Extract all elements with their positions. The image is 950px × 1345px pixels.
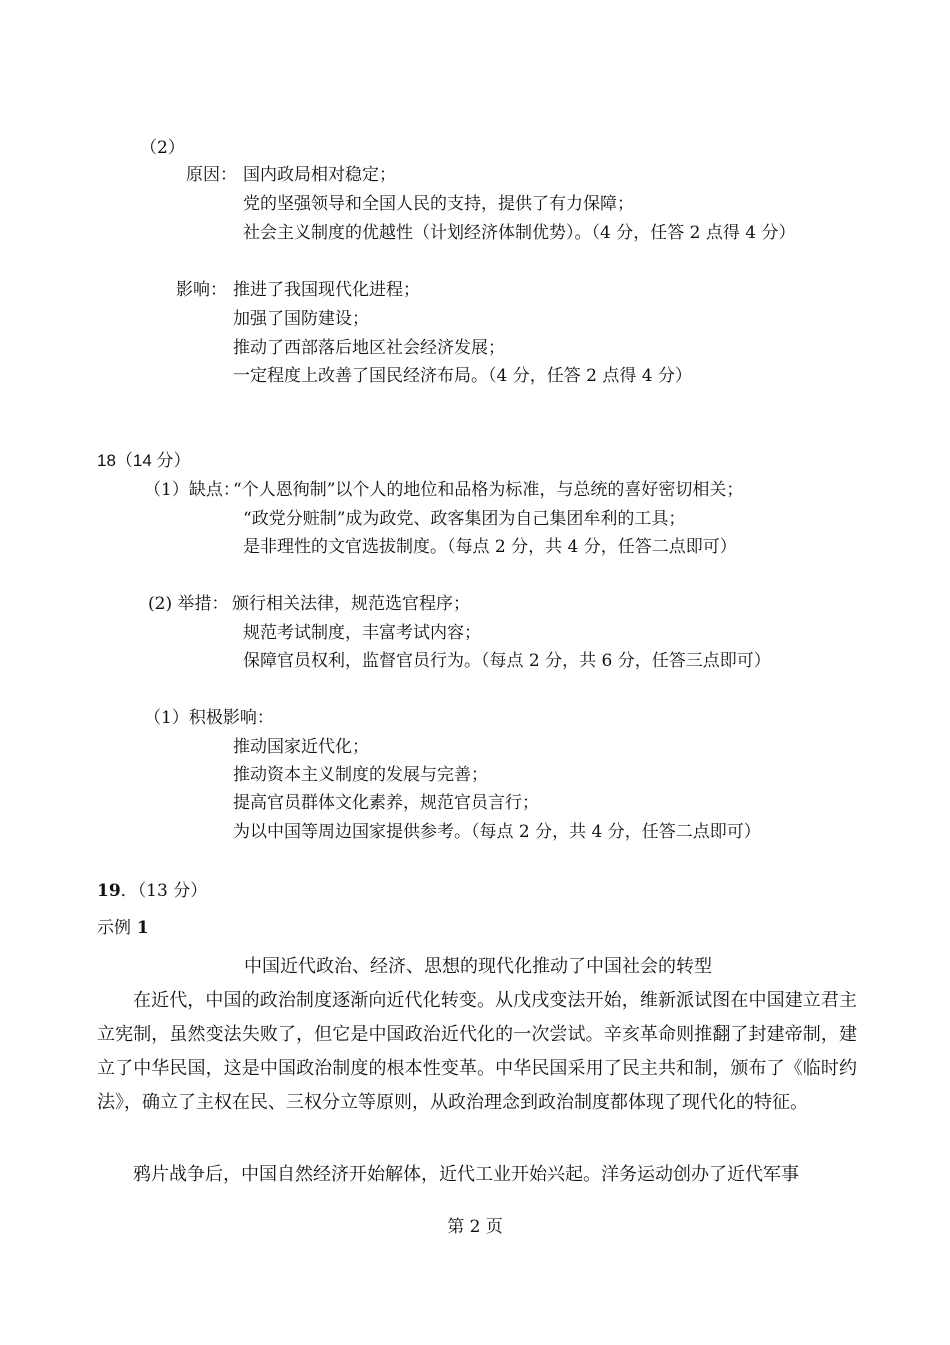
- essay-paragraph-1: 在近代，中国的政治制度逐渐向近代化转变。从戊戌变法开始，维新派试图在中国建立君主立宪制，虽然变法失败了，但它是中国政治近代化的一次尝试。辛亥革命则推翻了封建帝制，建立了中华民国，这是中国政治制度的根本性变革。中华民国采用了民主共和制，颁布了《临时约法》，确立了主权在民、三权分立等原则，从政治理念到政治制度都体现了现代化的特征。: [97, 990, 857, 1113]
- q17-impact-4: 一定程度上改善了国民经济布局。（4 分，任答 2 点得 4 分）: [233, 366, 692, 386]
- q19-example-label: [97, 917, 149, 939]
- example-number: 1: [131, 918, 149, 938]
- q19-points: ．（13 分）: [120, 881, 208, 901]
- q17-impact-3: 推动了西部落后地区社会经济发展；: [233, 338, 505, 358]
- q18-p3-line2: 推动资本主义制度的发展与完善；: [233, 765, 488, 785]
- q17-impact-1: 推进了我国现代化进程；: [233, 280, 420, 300]
- q18-p2-label: (2) 举措：: [148, 594, 229, 614]
- q18-p2-line2: 规范考试制度，丰富考试内容；: [243, 623, 481, 643]
- q17-part2-label: （2）: [140, 138, 185, 158]
- q18-p3-line1: 推动国家近代化；: [233, 737, 369, 757]
- q17-cause-3: 社会主义制度的优越性（计划经济体制优势）。（4 分，任答 2 点得 4 分）: [243, 223, 796, 243]
- q17-cause-2: 党的坚强领导和全国人民的支持，提供了有力保障；: [243, 194, 634, 214]
- essay-paragraph-2: 鸦片战争后，中国自然经济开始解体，近代工业开始兴起。洋务运动创办了近代军事: [133, 1164, 799, 1185]
- q17-cause-label: 原因：: [186, 165, 237, 185]
- q18-p3-label: （1）积极影响：: [144, 708, 274, 728]
- q18-p1-line2: “政党分赃制”成为政党、政客集团为自己集团牟利的工具；: [243, 509, 686, 529]
- q18-header: 18（14 分）: [97, 451, 191, 470]
- q18-p1-line1: “个人恩徇制”以个人的地位和品格为标准，与总统的喜好密切相关；: [233, 480, 744, 500]
- q18-p3-line4: 为以中国等周边国家提供参考。（每点 2 分，共 4 分，任答二点即可）: [233, 822, 761, 842]
- q18-p2-line3: 保障官员权利，监督官员行为。（每点 2 分，共 6 分，任答三点即可）: [243, 651, 771, 671]
- example-label-text: 示例: [97, 918, 131, 938]
- q17-cause-1: 国内政局相对稳定；: [243, 165, 396, 185]
- essay-title: 中国近代政治、经济、思想的现代化推动了中国社会的转型: [244, 956, 712, 977]
- q18-p1-line3: 是非理性的文官选拔制度。（每点 2 分，共 4 分，任答二点即可）: [243, 537, 737, 557]
- q18-p1-label: （1）缺点：: [144, 480, 240, 500]
- q19-header: [97, 880, 207, 902]
- q17-impact-label: 影响：: [176, 280, 227, 300]
- q18-p3-line3: 提高官员群体文化素养，规范官员言行；: [233, 793, 539, 813]
- q17-impact-2: 加强了国防建设；: [233, 309, 369, 329]
- page-number: 第 2 页: [447, 1217, 503, 1237]
- q18-p2-line1: 颁行相关法律，规范选官程序；: [232, 594, 470, 614]
- q19-number: 19: [97, 881, 121, 901]
